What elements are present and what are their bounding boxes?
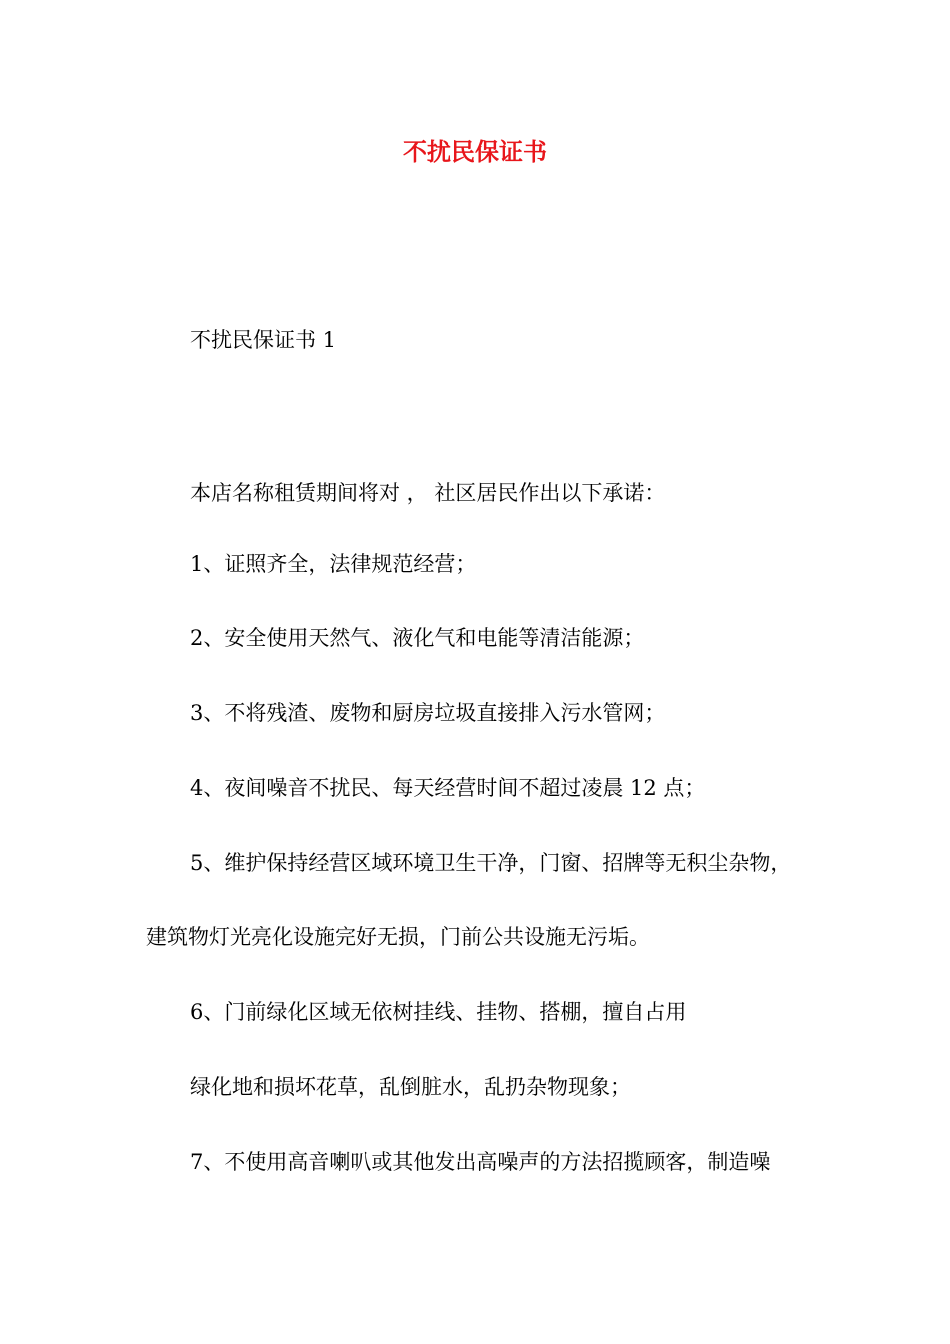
commitment-item-7: 7、不使用高音喇叭或其他发出高噪声的方法招揽顾客，制造噪: [190, 1150, 771, 1174]
document-title: 不扰民保证书: [403, 137, 547, 166]
commitment-item-2: 2、安全使用天然气、液化气和电能等清洁能源；: [190, 626, 645, 650]
intro-paragraph: 本店名称租赁期间将对 ， 社区居民作出以下承诺：: [190, 481, 666, 505]
commitment-item-5-continued: 建筑物灯光亮化设施完好无损，门前公共设施无污垢。: [146, 925, 650, 949]
commitment-item-4: 4、夜间噪音不扰民、每天经营时间不超过凌晨 12 点；: [190, 776, 706, 800]
section-heading: 不扰民保证书 1: [190, 328, 337, 352]
commitment-item-6-continued: 绿化地和损坏花草，乱倒脏水，乱扔杂物现象；: [190, 1075, 631, 1099]
commitment-item-1: 1、证照齐全，法律规范经营；: [190, 552, 477, 576]
commitment-item-5: 5、维护保持经营区域环境卫生干净，门窗、招牌等无积尘杂物，: [190, 851, 792, 875]
commitment-item-6: 6、门前绿化区域无依树挂线、挂物、搭棚，擅自占用: [190, 1000, 687, 1024]
commitment-item-3: 3、不将残渣、废物和厨房垃圾直接排入污水管网；: [190, 701, 666, 725]
